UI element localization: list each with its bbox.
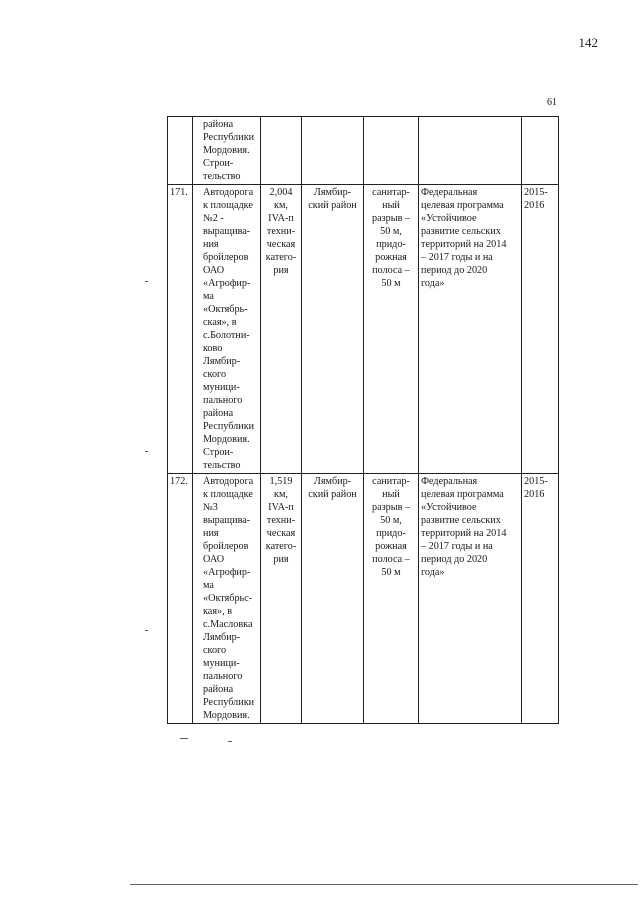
district: Лямбир- ский район bbox=[302, 185, 364, 474]
table-row bbox=[168, 117, 559, 185]
page-number: 142 bbox=[578, 35, 598, 50]
funding-program: Федеральная целевая программа «Устойчивое развитие сельских территорий на 2014 – 2017 годы и на период до 2020 года» bbox=[419, 185, 522, 474]
district bbox=[302, 117, 364, 185]
scan-mark bbox=[228, 741, 232, 742]
funding-program: Федеральная целевая программа «Устойчивое развитие сельских территорий на 2014 – 2017 годы и на период до 2020 года» bbox=[419, 474, 522, 724]
length-category: 2,004 км, IVA-п техни- ческая катего- рия bbox=[261, 185, 302, 474]
years: 2015- 2016 bbox=[522, 474, 559, 724]
scan-mark bbox=[180, 738, 188, 739]
scan-mark bbox=[145, 630, 148, 631]
footer-rule bbox=[130, 884, 638, 885]
object-name: Автодорога к площадке №3 выращива- ния бройлеров ОАО «Агрофир- ма «Октябрьс- кая», в с.Масловка Лямбир- ского муници- пального района Республики Мордовия. bbox=[193, 474, 261, 724]
protection-zone bbox=[364, 117, 419, 185]
object-name: Автодорога к площадке №2 - выращива- ния бройлеров ОАО «Агрофир- ма «Октябрь- ская», в с.Болотни- ково Лямбир- ского муници- пального района Республики Мордовия. Строи- тельство bbox=[193, 185, 261, 474]
object-name: района Республики Мордовия. Строи- тельство bbox=[193, 117, 261, 185]
scan-mark bbox=[145, 451, 148, 452]
register-table bbox=[167, 116, 559, 724]
length-category: 1,519 км, IVA-п техни- ческая катего- рия bbox=[261, 474, 302, 724]
years: 2015- 2016 bbox=[522, 185, 559, 474]
sub-page-number: 61 bbox=[547, 97, 557, 108]
funding-program bbox=[419, 117, 522, 185]
row-number: 171. bbox=[168, 185, 193, 474]
row-number: 172. bbox=[168, 474, 193, 724]
district: Лямбир- ский район bbox=[302, 474, 364, 724]
table-row bbox=[168, 185, 559, 474]
protection-zone: санитар- ный разрыв – 50 м, придо- рожная полоса – 50 м bbox=[364, 185, 419, 474]
table-row bbox=[168, 474, 559, 724]
length-category bbox=[261, 117, 302, 185]
years bbox=[522, 117, 559, 185]
row-number bbox=[168, 117, 193, 185]
scan-mark bbox=[145, 281, 148, 282]
protection-zone: санитар- ный разрыв – 50 м, придо- рожная полоса – 50 м bbox=[364, 474, 419, 724]
